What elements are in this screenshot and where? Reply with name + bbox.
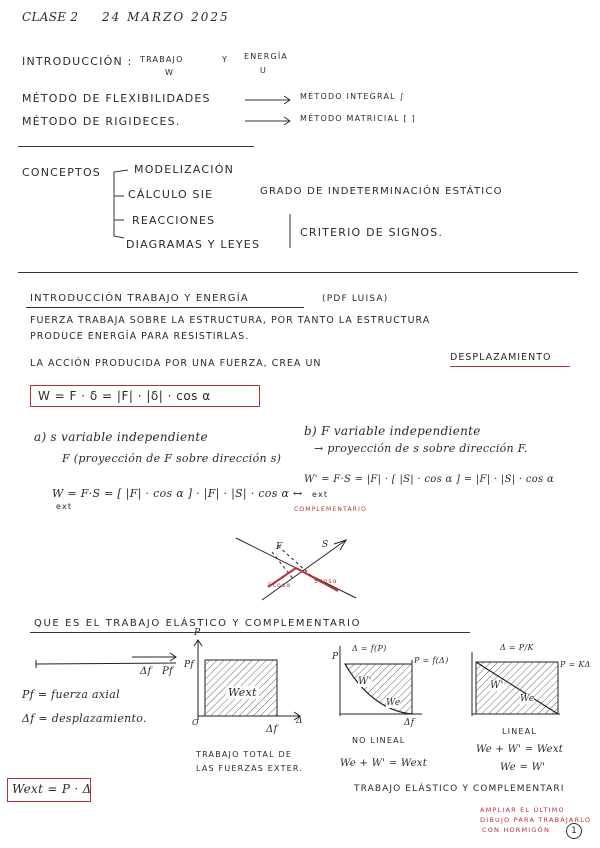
note-line3: CON HORMIGÓN	[482, 826, 551, 834]
pf-def: Pf = fuerza axial	[22, 688, 120, 701]
g2-p-axis: P	[332, 652, 339, 662]
intro-w: W	[165, 68, 175, 77]
elastic-title: QUE ES EL TRABAJO ELÁSTICO Y COMPLEMENTARIO	[34, 618, 362, 629]
grado-indeterminacion: GRADO DE INDETERMINACIÓN ESTÁTICO	[260, 186, 503, 197]
conceptos-label: CONCEPTOS	[22, 166, 101, 179]
case-b-line1: b) F variable independiente	[304, 424, 481, 438]
intro-trabajo: TRABAJO	[140, 55, 184, 64]
g2-pfunc: P = f(Δ)	[414, 656, 449, 665]
g1-origin: O	[192, 718, 199, 727]
vector-fcos: Fcosα	[268, 582, 292, 589]
wext-formula: Wext = P · Δ	[12, 782, 92, 796]
g1-caption1: TRABAJO TOTAL DE	[196, 750, 293, 759]
g2-df: Δf	[404, 718, 415, 728]
g3-pk: P = KΔ	[560, 660, 591, 669]
metodo-flexibilidades: MÉTODO DE FLEXIBILIDADES	[22, 92, 211, 105]
bar-p: Pf	[162, 666, 174, 677]
g3-w-comp: W'	[490, 680, 504, 691]
class-label: CLASE 2	[22, 10, 79, 24]
intro-energia: ENERGÍA	[244, 52, 289, 61]
section2-pdf: (PDF LUISA)	[322, 294, 389, 304]
ext-sub: ext	[56, 502, 73, 511]
note-line1: AMPLIAR EL ÚLTIMO	[480, 806, 565, 814]
concepto-modelizacion: MODELIZACIÓN	[134, 163, 235, 176]
concepto-reacciones: REACCIONES	[132, 214, 216, 227]
intro-y: Y	[222, 55, 229, 64]
case-b-line2: → proyección de s sobre dirección F.	[314, 442, 528, 455]
section2-line3: LA ACCIÓN PRODUCIDA POR UNA FUERZA, CREA UN	[30, 358, 322, 369]
g2-caption: NO LINEAL	[352, 736, 406, 745]
vector-f: F	[276, 542, 283, 552]
note-line2: DIBUJO PARA TRABAJARLO	[480, 816, 592, 824]
vector-scos: Scosα	[314, 578, 338, 585]
metodo-integral: MÉTODO INTEGRAL ∫	[300, 92, 405, 101]
case-a-line1: a) s variable independiente	[34, 430, 208, 444]
ext-formula: W = F·S = [ |F| · cos α ] · |F| · |S| · cos α ↔	[52, 487, 303, 500]
vector-s: S	[322, 540, 329, 550]
g1-p-axis: P	[194, 628, 201, 638]
comp-sub: ext	[312, 490, 329, 499]
metodo-matricial: MÉTODO MATRICIAL [ ]	[300, 114, 416, 123]
g2-w-comp: W'	[358, 676, 372, 687]
g2-curve: Δ = f(P)	[352, 644, 387, 653]
g1-area-label: Wext	[228, 686, 257, 699]
page-number: 1	[566, 823, 582, 839]
g1-pf: Pf	[184, 660, 194, 670]
trabajo-elastico-complementario: TRABAJO ELÁSTICO Y COMPLEMENTARI	[354, 784, 565, 794]
intro-u: U	[260, 66, 268, 75]
concepto-diagramas: DIAGRAMAS Y LEYES	[126, 238, 261, 251]
g3-curve: Δ = P/K	[500, 643, 534, 652]
g2-w-el: We	[386, 698, 401, 708]
g1-df: Δf	[266, 724, 278, 735]
bar-delta: Δf	[140, 666, 152, 677]
g3-caption: LINEAL	[502, 727, 537, 736]
comp-formula: W' = F·S = |F| · [ |S| · cos α ] = |F| · |S| · cos α	[304, 474, 555, 485]
intro-title: INTRODUCCIÓN :	[22, 55, 133, 68]
criterio-signos: CRITERIO DE SIGNOS.	[300, 226, 444, 239]
section2-line1: FUERZA TRABAJA SOBRE LA ESTRUCTURA, POR TANTO LA ESTRUCTURA	[30, 315, 431, 326]
section2-title: INTRODUCCIÓN TRABAJO Y ENERGÍA	[30, 293, 249, 304]
g3-w-el: We	[520, 694, 535, 704]
section2-desplazamiento: DESPLAZAMIENTO	[450, 352, 552, 363]
section2-line2: PRODUCE ENERGÍA PARA RESISTIRLAS.	[30, 331, 250, 342]
g1-caption2: LAS FUERZAS EXTER.	[196, 764, 304, 773]
g2-eq: We + W' = Wext	[340, 758, 428, 769]
delta-def: Δf = desplazamiento.	[22, 712, 147, 725]
g3-eq1: We + W' = Wext	[476, 744, 564, 755]
metodo-rigideces: MÉTODO DE RIGIDECES.	[22, 115, 181, 128]
g1-d-axis: Δ	[296, 716, 303, 726]
complementario-label: COMPLEMENTARIO	[294, 506, 368, 513]
concepto-calculo-sie: CÁLCULO SIE	[128, 188, 214, 201]
class-date: 24 MARZO 2025	[102, 10, 230, 24]
work-formula: W = F · δ = |F| · |δ| · cos α	[38, 389, 211, 403]
g3-eq2: We = W'	[500, 762, 546, 773]
case-a-line2: F (proyección de F sobre dirección s)	[62, 452, 282, 465]
